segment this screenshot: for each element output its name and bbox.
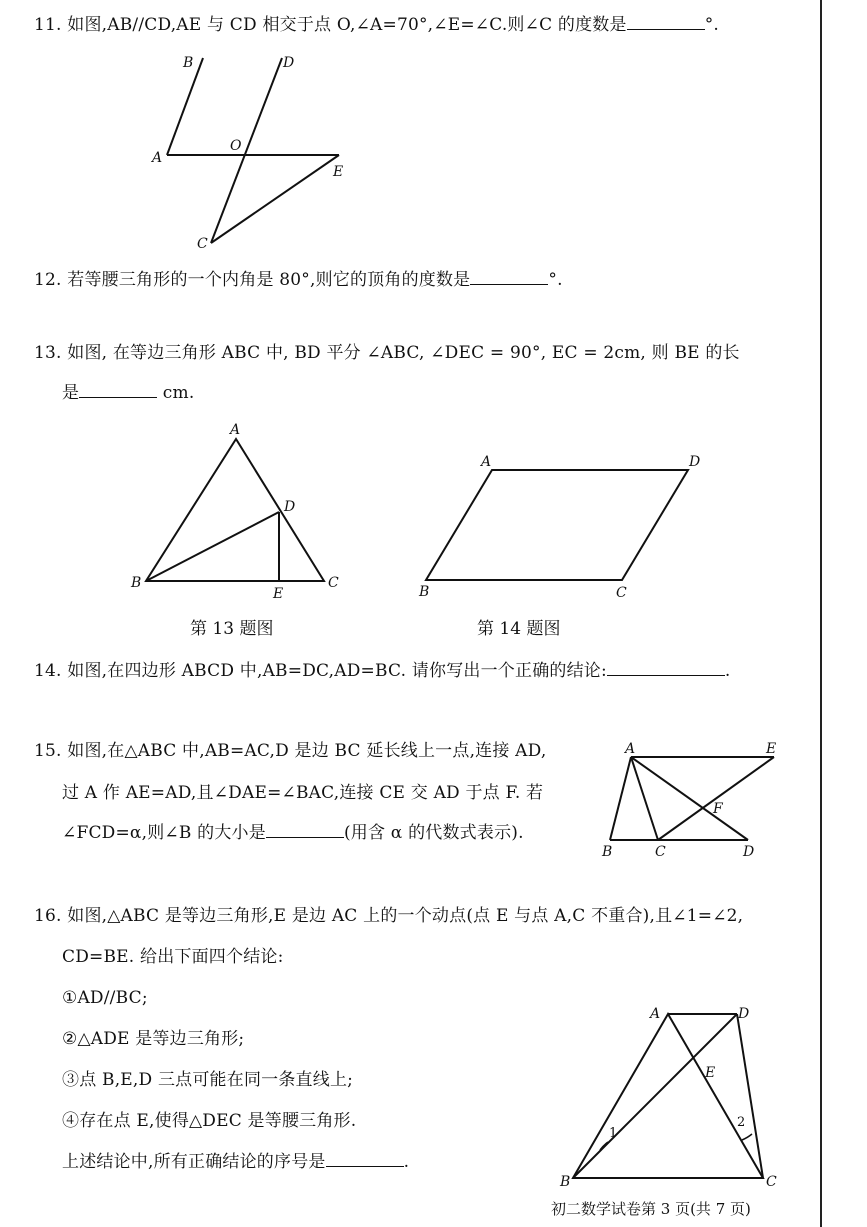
fig15-label-f: F bbox=[713, 801, 723, 817]
fig13-label-c: C bbox=[328, 575, 339, 591]
fig16-segment-dc bbox=[737, 1014, 763, 1178]
question-14-tail: . bbox=[724, 661, 731, 681]
question-16-option-1: ①AD//BC; bbox=[62, 988, 148, 1008]
fig16-angle-2-arc bbox=[742, 1134, 752, 1140]
fig15-label-a: A bbox=[625, 741, 636, 757]
question-16-line1: 16. 如图,△ABC 是等边三角形,E 是边 AC 上的一个动点(点 E 与点 A,C 不重合),且∠1=∠2, bbox=[34, 906, 744, 926]
caption-figure-14: 第 14 题图 bbox=[477, 619, 561, 639]
fig16-label-c: C bbox=[766, 1174, 777, 1190]
fig15-label-b: B bbox=[602, 844, 613, 860]
fig16-label-a: A bbox=[650, 1006, 661, 1022]
question-15-pre: ∠FCD=α,则∠B 的大小是 bbox=[62, 823, 266, 843]
fig11-label-a: A bbox=[152, 150, 163, 166]
question-15-post: (用含 α 的代数式表示). bbox=[343, 823, 524, 843]
fig16-label-b: B bbox=[560, 1174, 571, 1190]
fig14-label-a: A bbox=[481, 454, 492, 470]
fig13-label-d: D bbox=[284, 499, 296, 515]
fig16-segment-bd bbox=[573, 1014, 737, 1178]
fig11-label-d: D bbox=[283, 55, 295, 71]
fig11-label-c: C bbox=[197, 236, 208, 252]
question-15-line1: 15. 如图,在△ABC 中,AB=AC,D 是边 BC 延长线上一点,连接 AD, bbox=[34, 741, 547, 761]
fig11-label-o: O bbox=[230, 138, 242, 154]
fig13-label-b: B bbox=[131, 575, 142, 591]
page-footer: 初二数学试卷第 3 页(共 7 页) bbox=[551, 1200, 751, 1218]
question-14-text: 14. 如图,在四边形 ABCD 中,AB=DC,AD=BC. 请你写出一个正确的结论: bbox=[34, 661, 607, 681]
fig11-label-b: B bbox=[183, 55, 194, 71]
question-13-pre: 是 bbox=[62, 383, 80, 403]
fig14-label-b: B bbox=[419, 584, 430, 600]
fig15-label-c: C bbox=[655, 844, 666, 860]
caption-figure-13: 第 13 题图 bbox=[190, 619, 274, 639]
question-12-text: 12. 若等腰三角形的一个内角是 80°,则它的顶角的度数是 bbox=[34, 270, 471, 290]
fig15-label-e: E bbox=[766, 741, 777, 757]
fig16-label-angle-1: 1 bbox=[609, 1126, 618, 1141]
question-16-line2: CD=BE. 给出下面四个结论: bbox=[62, 947, 284, 967]
fig16-triangle-abc bbox=[573, 1014, 763, 1178]
question-16-tail: . bbox=[403, 1152, 410, 1172]
fig13-label-a: A bbox=[230, 422, 241, 438]
question-13-post: cm. bbox=[157, 383, 195, 403]
fig14-label-c: C bbox=[616, 585, 627, 601]
fig16-angle-1-arc bbox=[600, 1142, 608, 1150]
question-12-tail: °. bbox=[548, 270, 563, 290]
fig15-label-d: D bbox=[743, 844, 755, 860]
fig16-label-angle-2: 2 bbox=[737, 1115, 746, 1130]
fig13-label-e: E bbox=[273, 586, 284, 602]
question-11-text: 11. 如图,AB//CD,AE 与 CD 相交于点 O,∠A=70°,∠E=∠C.则∠C 的度数是 bbox=[34, 15, 627, 35]
question-16-option-4: ④存在点 E,使得△DEC 是等腰三角形. bbox=[62, 1111, 357, 1131]
fig11-label-e: E bbox=[333, 164, 344, 180]
question-11-tail: °. bbox=[704, 15, 720, 35]
fig16-label-d: D bbox=[738, 1006, 750, 1022]
fig14-label-d: D bbox=[689, 454, 701, 470]
question-16-option-2: ②△ADE 是等边三角形; bbox=[62, 1029, 245, 1049]
fig16-label-e: E bbox=[705, 1065, 716, 1081]
question-16-prompt: 上述结论中,所有正确结论的序号是 bbox=[62, 1152, 326, 1172]
question-16-option-3: ③点 B,E,D 三点可能在同一条直线上; bbox=[62, 1070, 354, 1090]
question-13-line1: 13. 如图, 在等边三角形 ABC 中, BD 平分 ∠ABC, ∠DEC = 90°, EC = 2cm, 则 BE 的长 bbox=[34, 343, 740, 363]
question-15-line2: 过 A 作 AE=AD,且∠DAE=∠BAC,连接 CE 交 AD 于点 F. 若 bbox=[62, 783, 544, 803]
